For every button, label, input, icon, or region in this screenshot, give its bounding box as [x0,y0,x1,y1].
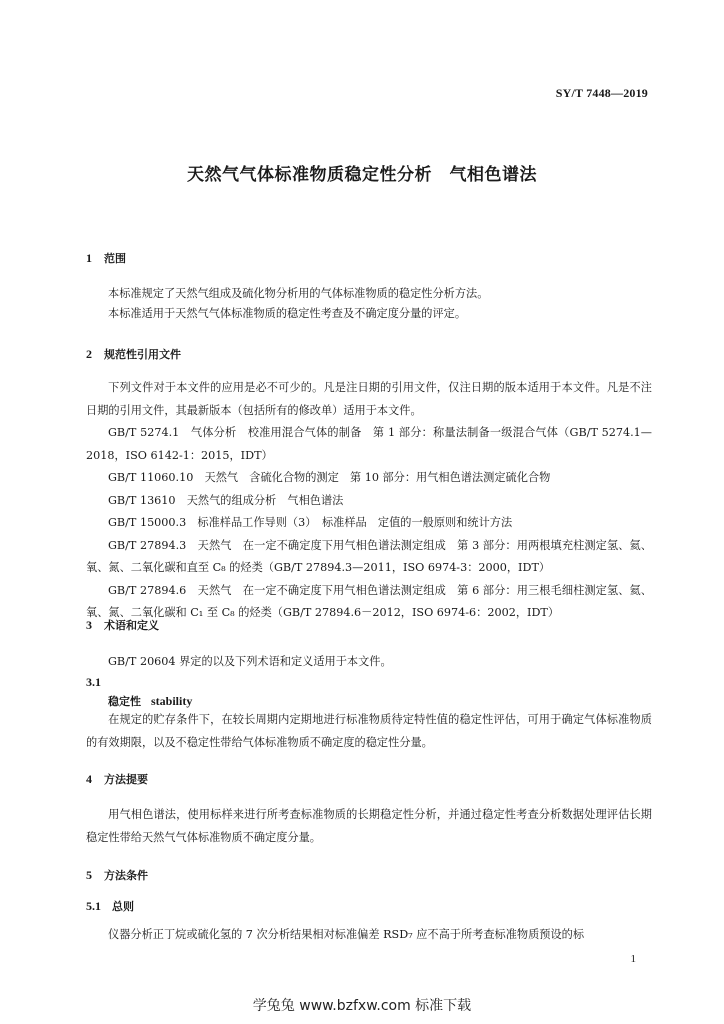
section-title: 规范性引用文件 [104,348,181,361]
term-chinese: 稳定性 [108,695,141,708]
watermark-text: 学兔兔 www.bzfxw.com 标准下载 [252,998,472,1014]
section-5-1-body: 仪器分析正丁烷或硫化氢的 7 次分析结果相对标准偏差 RSD₇ 应不高于所考查标准物质预设的标 [108,928,585,941]
paragraph: 本标准规定了天然气组成及硫化物分析用的气体标准物质的稳定性分析方法。 [108,287,489,300]
section-4-body: 用气相色谱法，使用标样来进行所考查标准物质的长期稳定性分析，并通过稳定性考查分析数据处理评估长期稳定性带给天然气气体标准物质不确定度分量。 [86,808,652,844]
section-3-intro: GB/T 20604 界定的以及下列术语和定义适用于本文件。 [108,655,392,668]
section-title: 术语和定义 [104,619,159,632]
subsection-number: 3.1 [86,675,101,689]
section-number: 1 [86,251,92,265]
document-code: SY/T 7448—2019 [555,86,648,100]
reference-item: GB/T 11060.10 天然气 含硫化合物的测定 第 10 部分：用气相色谱法测定硫化合物 [108,471,551,484]
subsection-heading-5-1 [86,898,134,914]
section-title: 方法提要 [104,773,148,786]
subsection-number: 5.1 [86,899,101,913]
section-1-body [86,283,652,325]
section-number: 2 [86,347,92,361]
section-heading-1 [86,250,126,266]
document-title: 天然气气体标准物质稳定性分析 气相色谱法 [187,165,537,185]
section-number: 3 [86,618,92,632]
section-number: 4 [86,772,92,786]
section-heading-5 [86,867,148,883]
section-heading-3 [86,617,159,633]
reference-item: GB/T 5274.1 气体分析 校准用混合气体的制备 第 1 部分：称量法制备一级混合气体（GB/T 5274.1—2018，ISO 6142-1：2015，IDT） [86,426,652,462]
term-definition: 在规定的贮存条件下，在较长周期内定期地进行标准物质待定特性值的稳定性评估，可用于确定气体标准物质的有效期限，以及不稳定性带给气体标准物质不确定度的稳定性分量。 [86,713,652,749]
subsection-title: 总则 [112,900,134,913]
section-number: 5 [86,868,92,882]
term-english: stability [151,694,193,708]
reference-item: GB/T 13610 天然气的组成分析 气相色谱法 [108,493,344,507]
section-heading-4 [86,771,148,787]
section-2-body [86,377,652,625]
section-title: 方法条件 [104,869,148,882]
section-heading-2 [86,346,181,362]
reference-item: GB/T 27894.3 天然气 在一定不确定度下用气相色谱法测定组成 第 3 部分：用两根填充柱测定氢、氦、氧、氮、二氧化碳和直至 C₈ 的烃类（GB/T 27894.3—2011，ISO 6974-3：2000，IDT） [86,538,652,574]
page-number: 1 [630,953,636,965]
paragraph: 下列文件对于本文件的应用是必不可少的。凡是注日期的引用文件，仅注日期的版本适用于本文件。凡是不注日期的引用文件，其最新版本（包括所有的修改单）适用于本文件。 [86,381,652,417]
paragraph: 本标准适用于天然气气体标准物质的稳定性考查及不确定度分量的评定。 [108,306,467,320]
section-title: 范围 [104,252,126,265]
reference-item: GB/T 27894.6 天然气 在一定不确定度下用气相色谱法测定组成 第 6 部分：用三根毛细柱测定氢、氦、氧、氮、二氧化碳和 C₁ 至 C₈ 的烃类（GB/T 27894.6－2012，ISO 6974-6：2002，IDT） [86,583,652,619]
term-entry [108,693,192,709]
reference-item: GB/T 15000.3 标准样品工作导则（3） 标准样品 定值的一般原则和统计方法 [108,516,513,529]
